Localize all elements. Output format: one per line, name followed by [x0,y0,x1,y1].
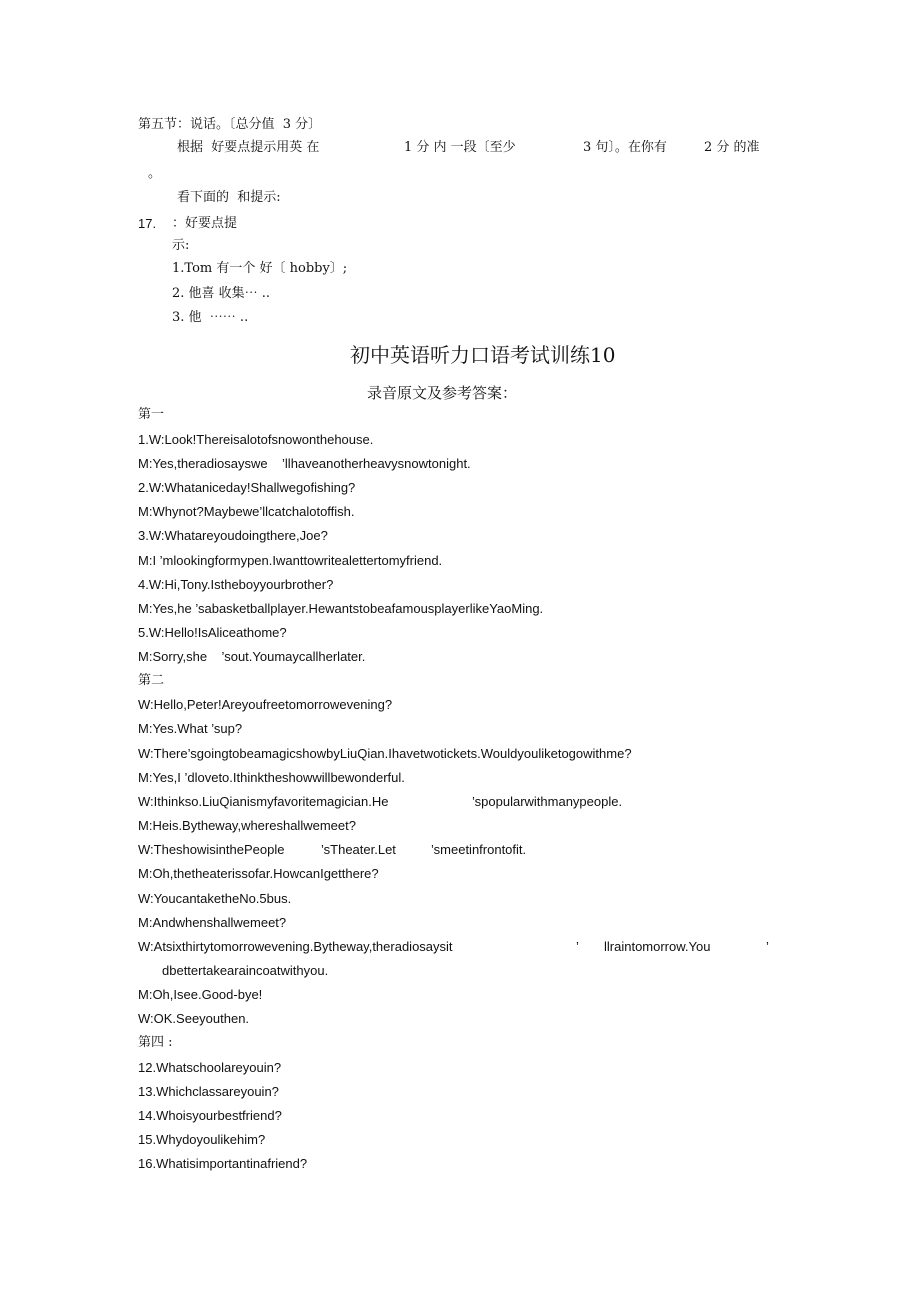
transcript-line: M:Yes,I ’dloveto.Ithinktheshowwillbewonderful. [138,770,405,785]
question-line: 12.Whatschoolareyouin? [138,1060,282,1075]
transcript-line: M:Oh,Isee.Good-bye! [138,987,263,1002]
transcript-line: 4.W:Hi,Tony.Istheboyyourbrother? [138,577,334,592]
transcript-line: llraintomorrow.You [604,939,711,954]
transcript-line: M:I ’mlookingformypen.Iwanttowritealettertomyfriend. [138,553,443,568]
transcript-line: M:Oh,thetheaterissofar.HowcanIgetthere? [138,866,379,881]
transcript-line: 1.W:Look!Thereisalotofsnowonthehouse. [138,432,374,447]
transcript-line: M:Whynot?Maybewe’llcatchalotoffish. [138,504,355,519]
transcript-line: M:Yes.What ’sup? [138,721,243,736]
transcript-line: M:Sorry,she ’sout.Youmaycallherlater. [138,649,366,664]
transcript-line: ’ [766,939,769,954]
transcript-line: W:TheshowisinthePeople [138,842,285,857]
transcript-line: ’sTheater.Let [321,842,396,857]
question-prompt-label: ：好要点提 [172,216,238,231]
prompt-point-2: 2. 他喜 收集⋯ .. [172,286,271,301]
part4-label: 第四 : [138,1035,173,1050]
prompt-point-1: 1.Tom 有一个 好〔 hobby〕; [172,261,348,276]
prompt-point-3: 3. 他 ⋯⋯ .. [172,310,249,325]
transcript-line: M:Heis.Bytheway,whereshallwemeet? [138,818,356,833]
transcript-line: ’spopularwithmanypeople. [472,794,623,809]
transcript-line: 3.W:Whatareyoudoingthere,Joe? [138,528,328,543]
question-line: 14.Whoisyourbestfriend? [138,1108,282,1123]
question-line: 13.Whichclassareyouin? [138,1084,279,1099]
transcript-line: W:Hello,Peter!Areyoufreetomorrowevening? [138,697,393,712]
transcript-line: W:Ithinkso.LiuQianismyfavoritemagician.He [138,794,389,809]
section5-instruction-2: 看下面的 和提示: [177,190,281,205]
transcript-line: M:Yes,theradiosayswe ’llhaveanotherheavysnowtonight. [138,456,471,471]
section5-instruction-d: 2 分 的准 [704,140,760,155]
part2-label: 第二 [138,673,165,688]
question-line: 16.Whatisimportantinafriend? [138,1156,308,1171]
section5-instruction-b: 1 分 内 一段〔至少 [404,140,516,155]
part1-label: 第一 [138,407,165,422]
transcript-line: ’smeetinfrontofit. [431,842,527,857]
transcript-line: 5.W:Hello!IsAliceathome? [138,625,287,640]
transcript-line: dbettertakearaincoatwithyou. [162,963,329,978]
transcript-line: W:OK.Seeyouthen. [138,1011,250,1026]
transcript-line: W:YoucantaketheNo.5bus. [138,891,292,906]
transcript-line: 2.W:Whataniceday!Shallwegofishing? [138,480,356,495]
section5-instruction-c: 3 句〕。在你有 [583,140,667,155]
document-title: 初中英语听力口语考试训练10 [350,343,616,367]
section5-instruction-a: 根据 好要点提示用英 在 [177,140,320,155]
transcript-line: M:Yes,he ’sabasketballplayer.HewantstobeafamousplayerlikeYaoMing. [138,601,544,616]
transcript-line: M:Andwhenshallwemeet? [138,915,287,930]
section5-instruction-cont: 。 [148,166,162,181]
question-line: 15.Whydoyoulikehim? [138,1132,266,1147]
transcript-line: W:There’sgoingtobeamagicshowbyLiuQian.Ihavetwotickets.Wouldyouliketogowithme? [138,746,632,761]
question-prompt-label-cont: 示: [172,238,190,253]
transcript-line: W:Atsixthirtytomorrowevening.Bytheway,theradiosaysit [138,939,453,954]
question-number: 17. [138,216,157,231]
section5-heading: 第五节：说话。〔总分值 3 分〕 [138,117,322,132]
document-subtitle: 录音原文及参考答案： [367,384,518,402]
transcript-line: ’ [576,939,579,954]
